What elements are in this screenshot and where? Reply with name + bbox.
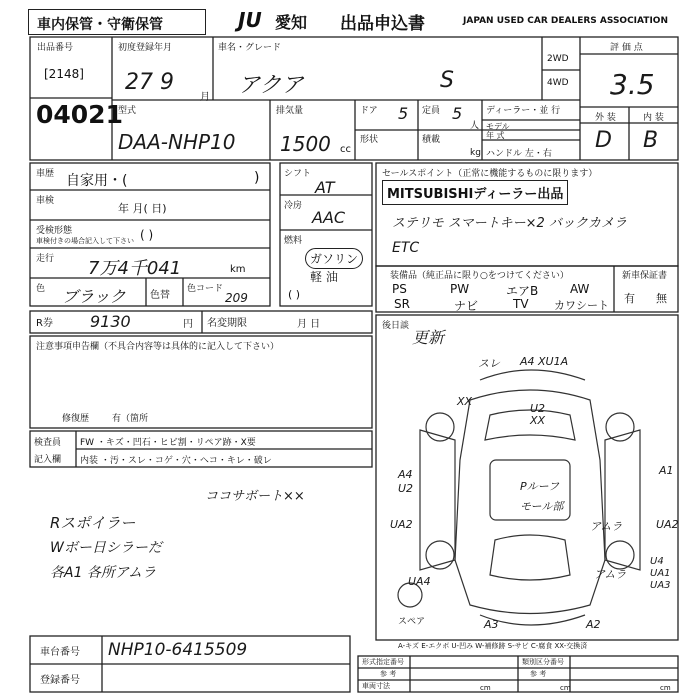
damage-mark: UA2 bbox=[656, 518, 679, 531]
equip-label: 装備品（純正品に限り○をつけてください） bbox=[390, 271, 569, 281]
car-name-label: 車名・グレード bbox=[218, 43, 282, 53]
shift-label: シフト bbox=[284, 169, 312, 179]
inspection-value: 年 月( 日) bbox=[118, 202, 167, 215]
remark-2: Wボー日シラーだ bbox=[50, 540, 162, 556]
damage-mark: XX bbox=[530, 414, 546, 427]
ref-label: 参 考 bbox=[380, 670, 397, 678]
dims-cm-2: cm bbox=[560, 684, 571, 692]
displacement-value: 1500 bbox=[280, 132, 331, 156]
check-row2: 内装 ・汚・スレ・コゲ・穴・ヘコ・キレ・破レ bbox=[80, 456, 272, 466]
spare-label: スペア bbox=[398, 617, 426, 627]
equip-airbag: エアB bbox=[506, 284, 539, 298]
equip-navi: ナビ bbox=[454, 299, 479, 313]
ref-label-right: 参 考 bbox=[530, 670, 547, 678]
int-value: B bbox=[643, 128, 659, 153]
doors-value: 5 bbox=[398, 104, 409, 123]
damage-mark: UA4 bbox=[408, 575, 431, 588]
history-value: 自家用・( bbox=[66, 173, 128, 189]
reg-label: 登録番号 bbox=[40, 675, 80, 686]
mileage-value: 7万4千041 bbox=[88, 258, 182, 279]
fuel-diesel: 軽 油 bbox=[310, 270, 338, 284]
damage-mark: A4 bbox=[398, 468, 413, 481]
model-year-label2: 年 式 bbox=[486, 131, 505, 140]
model-label: 型式 bbox=[118, 106, 137, 116]
check-row1: FW ・キズ・凹石・ヒビ割・リペア跡・X要 bbox=[80, 438, 256, 448]
repair-label: 修復歴 bbox=[62, 414, 90, 424]
damage-mark: モール部 bbox=[520, 500, 564, 513]
lot-number: 04021 bbox=[36, 100, 123, 129]
damage-mark: U4 bbox=[650, 556, 664, 567]
damage-mark: UA3 bbox=[650, 580, 671, 591]
fuel-value: ガソリン bbox=[305, 248, 363, 269]
damage-mark: U2 bbox=[398, 482, 414, 495]
doors-label: ドア bbox=[360, 106, 378, 116]
remark-1: Rスポイラー bbox=[50, 514, 136, 532]
recycle-unit: 円 bbox=[183, 319, 193, 330]
form-code-label2: 類別区分番号 bbox=[522, 658, 564, 666]
ext-value: D bbox=[595, 128, 612, 153]
new-warranty-label: 新車保証書 bbox=[622, 271, 668, 281]
dims-cm-1: cm bbox=[480, 684, 491, 692]
mileage-unit: km bbox=[230, 264, 246, 275]
inspector-note: ココサボート×× bbox=[205, 489, 305, 504]
new-warranty-no: 無 bbox=[656, 292, 667, 305]
fuel-label: 燃料 bbox=[284, 236, 303, 246]
remark-3: 各A1 各所アムラ bbox=[50, 565, 156, 581]
equip-ps: PS bbox=[392, 282, 407, 296]
note-value: 更新 bbox=[412, 328, 445, 347]
drive-4wd: 4WD bbox=[547, 78, 569, 88]
car-name-value: アクア bbox=[238, 73, 304, 98]
chassis-value: NHP10-6415509 bbox=[108, 640, 248, 660]
lot-label: 出品番号 bbox=[37, 43, 74, 53]
form-code-label: 形式指定番号 bbox=[362, 658, 404, 666]
damage-legend: A-キズ E-エクボ U-凹み W-補修跡 S-サビ C-腐食 XX-交換済 bbox=[398, 642, 588, 650]
ju-logo: JU bbox=[238, 8, 262, 32]
dims-label: 車両寸法 bbox=[362, 682, 390, 690]
name-change-label: 名変期限 bbox=[207, 318, 247, 329]
ac-label: 冷房 bbox=[284, 201, 303, 211]
receive-paren: ( ) bbox=[140, 228, 154, 242]
drive-2wd: 2WD bbox=[547, 54, 569, 64]
model-value: DAA-NHP10 bbox=[118, 130, 236, 154]
name-change-value: 月 日 bbox=[297, 319, 321, 330]
receive-note: 車検付きの場合記入して下さい bbox=[36, 237, 134, 245]
history-label: 車歴 bbox=[36, 169, 55, 179]
inspection-label: 車検 bbox=[36, 196, 55, 206]
association-name: JAPAN USED CAR DEALERS ASSOCIATION bbox=[463, 16, 668, 26]
form-title: 出品申込書 bbox=[340, 14, 425, 34]
equip-aw: AW bbox=[570, 282, 590, 296]
equip-sr: SR bbox=[394, 297, 410, 311]
inspector-label: 検査員 bbox=[34, 438, 62, 448]
damage-mark: Pルーフ bbox=[520, 480, 560, 493]
score-label: 評 価 点 bbox=[610, 43, 643, 53]
damage-mark: A3 bbox=[484, 618, 499, 631]
score-value: 3.5 bbox=[610, 68, 655, 101]
equip-pw: PW bbox=[450, 282, 470, 296]
selling-line1: ステリモ スマートキー×2 バックカメラ bbox=[392, 216, 627, 231]
equip-seat: カワシート bbox=[554, 299, 609, 312]
receive-label: 受検形態 bbox=[36, 226, 73, 236]
displacement-label: 排気量 bbox=[276, 106, 304, 116]
repair-value: 有（箇所 bbox=[112, 414, 149, 424]
history-close: ) bbox=[254, 170, 260, 186]
dealer-badge: MITSUBISHIディーラー出品 bbox=[382, 180, 568, 205]
selling-label: セールスポイント（正常に機能するものに限ります） bbox=[382, 169, 598, 179]
damage-mark: UA2 bbox=[390, 518, 413, 531]
shape-label: 形状 bbox=[360, 135, 379, 145]
chassis-label: 車台番号 bbox=[40, 647, 80, 658]
first-reg-value: 27 9 bbox=[125, 70, 174, 95]
color-code-value: 209 bbox=[225, 291, 248, 305]
ext-label: 外 装 bbox=[595, 113, 616, 123]
first-reg-unit: 月 bbox=[200, 92, 210, 103]
storage-badge-text: 車内保管・守衛保管 bbox=[37, 17, 163, 33]
color-change-label: 色替 bbox=[150, 290, 170, 301]
equip-tv: TV bbox=[513, 297, 529, 311]
recycle-label: R券 bbox=[36, 318, 53, 329]
car-grade-value: S bbox=[440, 68, 454, 93]
damage-mark: XX bbox=[457, 395, 473, 408]
color-label: 色 bbox=[36, 284, 46, 294]
damage-mark: UA1 bbox=[650, 568, 671, 579]
capacity-label: 定員 bbox=[422, 106, 441, 116]
load-label: 積載 bbox=[422, 135, 441, 145]
inspector-label2: 記入欄 bbox=[34, 455, 62, 465]
color-code-label: 色コード bbox=[187, 284, 224, 294]
damage-mark: U2 bbox=[530, 402, 546, 415]
damage-mark: A2 bbox=[586, 618, 601, 631]
dealer-label: ディーラー・並 行 bbox=[486, 106, 561, 116]
first-reg-label: 初度登録年月 bbox=[118, 43, 173, 53]
shift-value: AT bbox=[315, 178, 335, 197]
color-value: ブラック bbox=[62, 287, 126, 306]
damage-mark: アムラ bbox=[590, 520, 623, 533]
handle-label: ハンドル 左・右 bbox=[486, 149, 552, 159]
load-unit: kg bbox=[470, 148, 481, 158]
new-warranty-yes: 有 bbox=[624, 292, 635, 305]
capacity-unit: 人 bbox=[470, 121, 480, 131]
mileage-label: 走行 bbox=[36, 254, 55, 264]
damage-mark: スレ bbox=[478, 357, 500, 370]
fuel-paren: ( ) bbox=[288, 288, 301, 301]
damage-mark: アムラ bbox=[594, 568, 627, 581]
lot-bracket: [2148] bbox=[44, 67, 84, 81]
int-label: 内 装 bbox=[643, 113, 664, 123]
model-year-label: モデル bbox=[486, 122, 510, 131]
org-name: 愛知 bbox=[275, 13, 308, 32]
displacement-unit: cc bbox=[340, 144, 351, 155]
ac-value: AAC bbox=[312, 208, 346, 227]
notes-label: 注意事項申告欄（不具合内容等は具体的に記入して下さい） bbox=[36, 342, 280, 352]
selling-line2: ETC bbox=[392, 240, 420, 256]
dims-cm-3: cm bbox=[660, 684, 671, 692]
recycle-value: 9130 bbox=[90, 312, 131, 331]
damage-mark: A1 bbox=[659, 464, 674, 477]
capacity-value: 5 bbox=[452, 104, 463, 123]
note-label: 後日談 bbox=[382, 321, 410, 331]
damage-mark: A4 XU1A bbox=[520, 355, 569, 368]
